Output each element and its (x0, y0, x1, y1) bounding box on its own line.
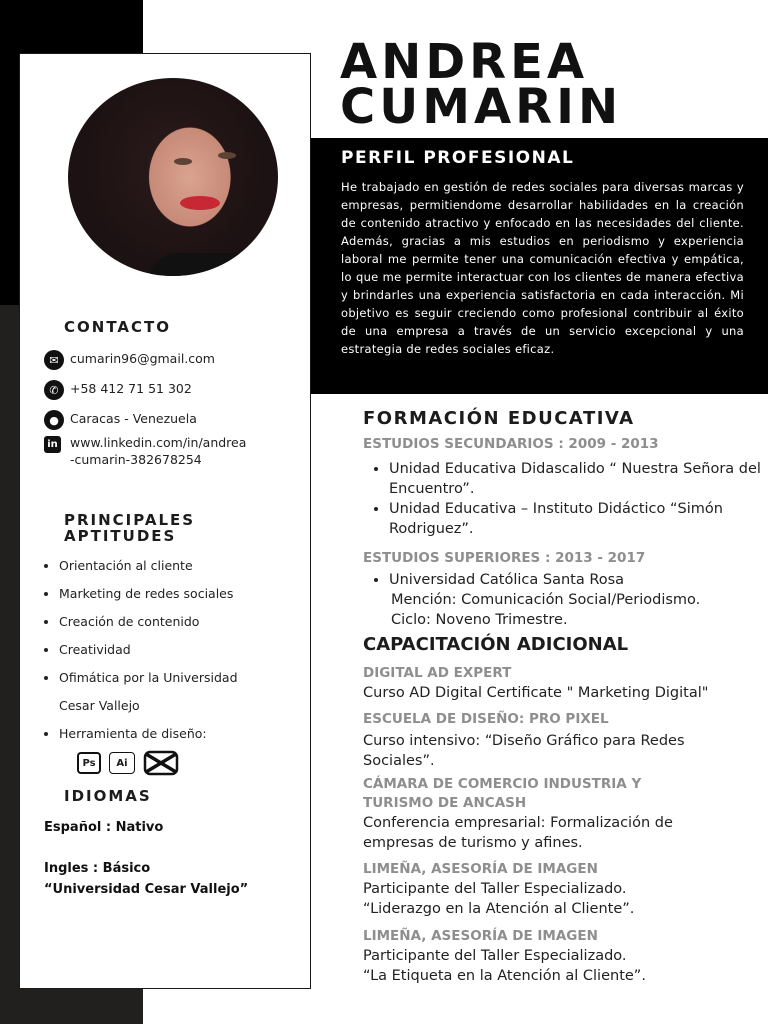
contact-title: CONTACTO (64, 318, 171, 336)
skills-title-line-1: PRINCIPALES (64, 511, 196, 529)
contact-linkedin[interactable] (44, 434, 246, 468)
phone-text: +58 412 71 51 302 (70, 381, 192, 396)
skills-list (39, 552, 299, 748)
education-secondary-list (369, 459, 768, 539)
location-pin-icon: ● (44, 410, 64, 430)
photoshop-icon: Ps (77, 752, 101, 774)
linkedin-line-1: www.linkedin.com/in/andrea (70, 435, 247, 450)
design-tools (77, 750, 179, 776)
name-line-1: ANDREA (340, 34, 589, 90)
photo-shirt (148, 253, 278, 276)
linkedin-text (70, 434, 246, 468)
photo-lips (180, 196, 220, 210)
skill-item: • Creación de contenido (59, 608, 299, 636)
training-desc: Curso intensivo: “Diseño Gráfico para Redes Sociales”. (363, 733, 685, 769)
linkedin-icon: in (44, 436, 61, 453)
photo-eye (174, 158, 192, 165)
mail-icon: ✉ (44, 350, 64, 370)
training-title: CAPACITACIÓN ADICIONAL (363, 634, 629, 655)
training-org: LIMEÑA, ASESORÍA DE IMAGEN (363, 861, 598, 877)
skill-text: Ofimática por la Universidad (59, 670, 238, 685)
skill-item: • Marketing de redes sociales (59, 580, 299, 608)
education-higher-item: Universidad Católica Santa Rosa (389, 572, 625, 588)
location-text: Caracas - Venezuela (70, 411, 197, 426)
email-text: cumarin96@gmail.com (70, 351, 215, 366)
training-org: ESCUELA DE DISEÑO: PRO PIXEL (363, 711, 609, 727)
skills-title (64, 512, 195, 544)
education-item (389, 570, 768, 630)
language-english-line-2: “Universidad Cesar Vallejo” (44, 882, 249, 897)
language-english-line-1: Ingles : Básico (44, 861, 151, 876)
education-item: • Unidad Educativa Didascalido “ Nuestra Señora del Encuentro”. (389, 459, 768, 499)
name-line-2: CUMARIN (340, 79, 623, 135)
profile-text: He trabajado en gestión de redes sociales para diversas marcas y empresas, permitiendome desarrollar habilidades en la creación de contenido atractivo y enfocado en las necesidades del cliente. Además, gracias a mis estudios en periodismo y experiencia laboral me permite tener una comunicación efectiva y empática, lo que me permite interactuar con los clientes de manera efectiva y brindarles una experiencia satisfactoria en cada interacción. Mi objetivo es seguir creciendo como profesional contribuir al éxito de una empresa a través de un servicio excepcional y una estrategia de redes sociales eficaz. (341, 180, 744, 356)
skill-item: • Herramienta de diseño: (59, 720, 299, 748)
training-desc-line: Participante del Taller Especializado. (363, 881, 627, 897)
education-item: • Unidad Educativa – Instituto Didáctico “Simón Rodriguez”. (389, 499, 768, 539)
linkedin-line-2: -cumarin-382678254 (70, 452, 202, 467)
whatsapp-icon: ✆ (44, 380, 64, 400)
skill-item (59, 664, 299, 720)
contact-location (44, 410, 197, 430)
skill-item: • Orientación al cliente (59, 552, 299, 580)
training-org: CÁMARA DE COMERCIO INDUSTRIA Y TURISMO DE ANCASH (363, 776, 642, 811)
contact-phone[interactable] (44, 380, 192, 400)
languages-title: IDIOMAS (64, 787, 152, 805)
illustrator-icon: Ai (109, 752, 135, 774)
training-desc (363, 879, 634, 919)
candidate-name (340, 34, 623, 135)
skill-text-cont: Cesar Vallejo (59, 698, 140, 713)
profile-section (311, 138, 768, 394)
education-higher-label: ESTUDIOS SUPERIORES : 2013 - 2017 (363, 550, 646, 566)
skills-title-line-2: APTITUDES (64, 527, 177, 545)
skill-item: • Creatividad (59, 636, 299, 664)
profile-photo (68, 78, 278, 276)
education-higher-list (369, 570, 768, 630)
capcut-icon (143, 750, 179, 776)
photo-eye (218, 152, 236, 159)
education-title: FORMACIÓN EDUCATIVA (363, 408, 635, 429)
contact-email[interactable] (44, 350, 215, 370)
profile-title: PERFIL PROFESIONAL (341, 148, 575, 168)
training-desc-line: Participante del Taller Especializado. (363, 948, 627, 964)
language-english (44, 858, 248, 900)
training-desc: Conferencia empresarial: Formalización de empresas de turismo y afines. (363, 815, 673, 851)
training-org: DIGITAL AD EXPERT (363, 665, 512, 681)
training-desc: Curso AD Digital Certificate " Marketing Digital" (363, 685, 709, 701)
education-secondary-label: ESTUDIOS SECUNDARIOS : 2009 - 2013 (363, 436, 659, 452)
education-higher-detail-2: Ciclo: Noveno Trimestre. (391, 612, 568, 628)
training-desc (363, 946, 646, 986)
language-spanish: Español : Nativo (44, 820, 164, 835)
training-desc-line: “La Etiqueta en la Atención al Cliente”. (363, 968, 646, 984)
training-desc-line: “Liderazgo en la Atención al Cliente”. (363, 901, 635, 917)
education-higher-detail-1: Mención: Comunicación Social/Periodismo. (391, 592, 701, 608)
training-org: LIMEÑA, ASESORÍA DE IMAGEN (363, 928, 598, 944)
